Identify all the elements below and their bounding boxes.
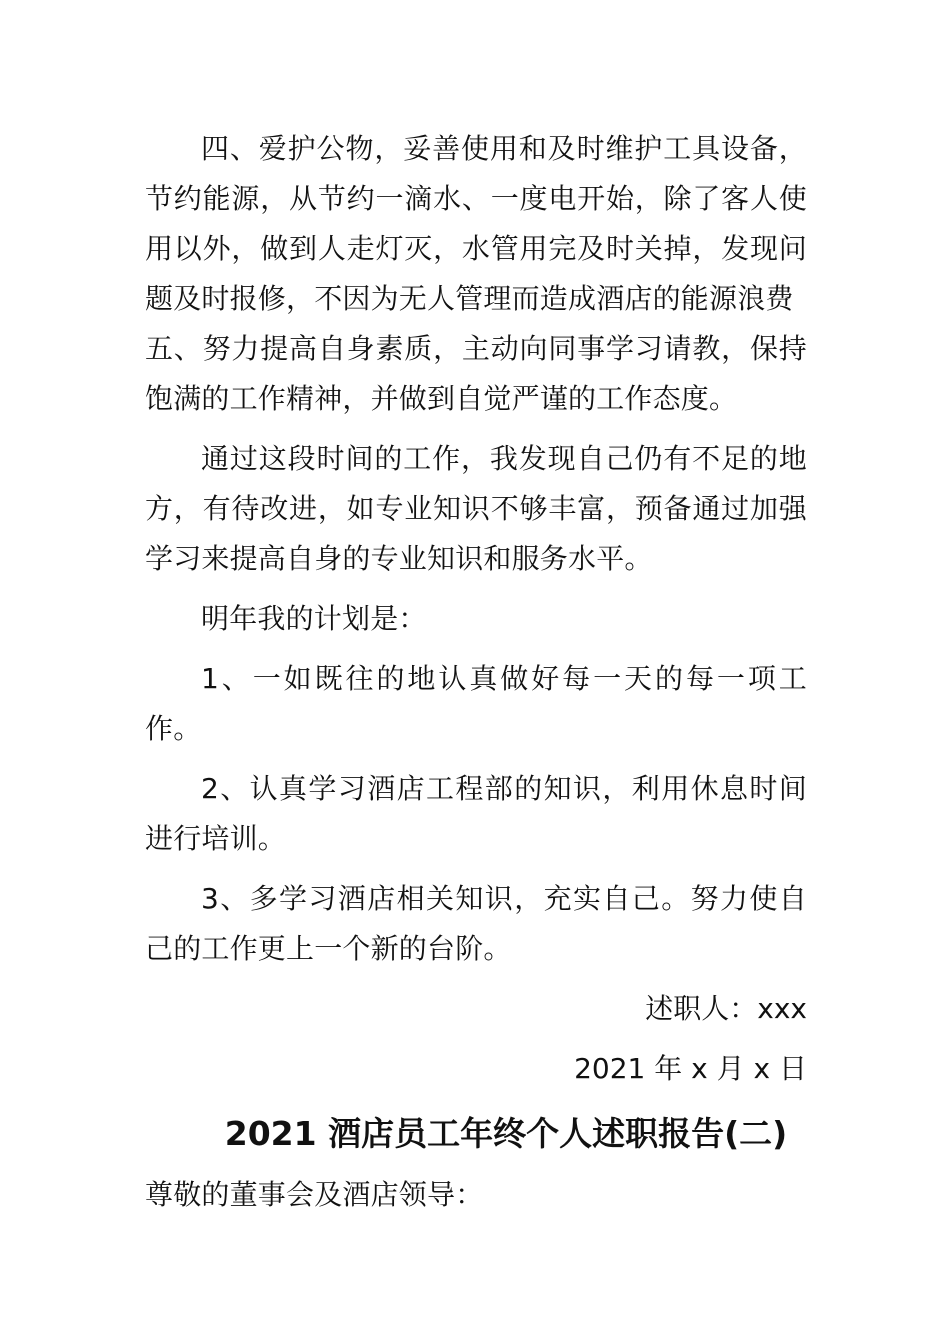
section-title: 2021 酒店员工年终个人述职报告(二) xyxy=(224,1114,788,1153)
paragraph-plan-2: 2、认真学习酒店工程部的知识，利用休息时间进行培训。 xyxy=(145,772,807,855)
paragraph-item-five: 五、努力提高自身素质，主动向同事学习请教，保持饱满的工作精神，并做到自觉严谨的工作态度。 xyxy=(145,332,807,415)
paragraph-reflection: 通过这段时间的工作，我发现自己仍有不足的地方，有待改进，如专业知识不够丰富，预备通过加强学习来提高自身的专业知识和服务水平。 xyxy=(145,442,807,575)
paragraph-plan-intro: 明年我的计划是： xyxy=(201,602,427,635)
salutation: 尊敬的董事会及酒店领导： xyxy=(145,1178,484,1211)
signature-line: 述职人：xxx xyxy=(645,992,807,1025)
paragraph-plan-1: 1、一如既往的地认真做好每一天的每一项工作。 xyxy=(145,662,807,745)
date-line: 2021 年 x 月 x 日 xyxy=(574,1052,807,1085)
paragraph-item-four: 四、爱护公物，妥善使用和及时维护工具设备，节约能源，从节约一滴水、一度电开始，除了客人使用以外，做到人走灯灭，水管用完及时关掉，发现问题及时报修，不因为无人管理而造成酒店的能源浪费 xyxy=(145,132,807,315)
paragraph-plan-3: 3、多学习酒店相关知识，充实自己。努力使自己的工作更上一个新的台阶。 xyxy=(145,882,807,965)
document-body xyxy=(145,124,807,1230)
